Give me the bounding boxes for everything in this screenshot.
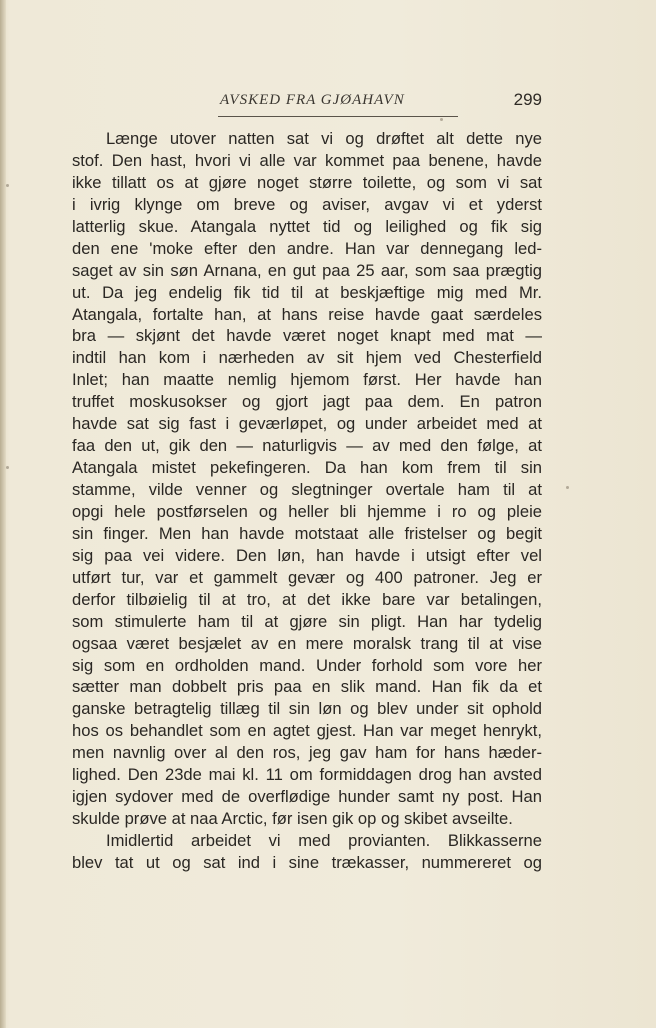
text-line: faa den ut, gik den — naturligvis — av med den følge, at	[72, 436, 542, 456]
paper-speck	[566, 486, 569, 489]
text-line: saget av sin søn Arnana, en gut paa 25 aar, som saa prægtig	[72, 260, 542, 280]
text-line: latterlig skue. Atangala nyttet tid og leilighed og fik sig	[72, 216, 542, 236]
page-number: 299	[513, 90, 542, 109]
text-line: skulde prøve at naa Arctic, før isen gik op og skibet avseilte.	[72, 809, 513, 829]
text-line: sin finger. Men han havde motstaat alle fristelser og begit	[72, 523, 542, 543]
text-line: stamme, vilde venner og slegtninger overtale ham til at	[72, 480, 542, 499]
text-line: lighed. Den 23de mai kl. 11 om formiddagen drog han avsted	[72, 765, 542, 785]
text-line: ikke tillatt os at gjøre noget større toilette, og som vi sat	[72, 172, 542, 192]
text-line: sig paa vei videre. Den løn, han havde i utsigt efter vel	[72, 545, 542, 565]
text-line: sætter man dobbelt pris paa en slik mand. Han fik da et	[72, 677, 542, 697]
text-line: ut. Da jeg endelig fik tid til at beskjæftige mig med Mr.	[72, 282, 542, 302]
text-line: Atangala mistet pekefingeren. Da han kom frem til sin	[72, 458, 542, 478]
paper-speck	[6, 466, 9, 469]
page-binding-edge	[0, 0, 6, 1028]
text-line: ganske betragtelig tillæg til sin løn og blev under sit ophold	[72, 699, 542, 719]
body-text	[72, 128, 542, 874]
text-line: som stimulerte ham til at gjøre sin pligt. Han har tydelig	[72, 611, 542, 631]
text-line: indtil han kom i nærheden av sit hjem ved Chesterfield	[72, 348, 542, 368]
text-line: sig som en ordholden mand. Under forhold som vore her	[72, 655, 542, 675]
text-line: den ene 'moke efter den andre. Han var dennegang led-	[72, 238, 542, 258]
header-rule	[218, 116, 458, 117]
text-line: Imidlertid arbeidet vi med provianten. Blikkasserne	[106, 831, 542, 850]
text-line: i ivrig klynge om breve og aviser, avgav vi et yderst	[72, 194, 542, 214]
text-line: Inlet; han maatte nemlig hjemom først. Her havde han	[72, 370, 542, 390]
text-line: havde sat sig fast i geværløpet, og under arbeidet med at	[72, 414, 542, 434]
text-line: stof. Den hast, hvori vi alle var kommet paa benene, havde	[72, 150, 542, 170]
paper-speck	[6, 184, 9, 187]
text-line: utført tur, var et gammelt gevær og 400 patroner. Jeg er	[72, 567, 542, 587]
text-line: Længe utover natten sat vi og drøftet alt dette nye	[106, 129, 542, 148]
page-header	[72, 88, 544, 118]
text-line: Atangala, fortalte han, at hans reise havde gaat særdeles	[72, 304, 542, 324]
text-line: men navnlig over al den ros, jeg gav ham for hans hæder-	[72, 743, 542, 763]
running-head: AVSKED FRA GJØAHAVN	[220, 92, 405, 108]
text-line: opgi hele postførselen og heller bli hjemme i ro og pleie	[72, 501, 542, 521]
text-line: ogsaa været besjælet av en mere moralsk trang til at vise	[72, 633, 542, 653]
text-line: derfor tilbøielig til at tro, at det ikke bare var betalingen,	[72, 589, 542, 609]
paper-speck	[440, 118, 443, 121]
text-line: hos os behandlet som en agtet gjest. Han var meget henrykt,	[72, 721, 542, 741]
text-line: igjen sydover med de overflødige hunder samt ny post. Han	[72, 787, 542, 807]
text-line: bra — skjønt det havde været noget knapt med mat —	[72, 326, 542, 346]
text-line: blev tat ut og sat ind i sine trækasser, nummereret og	[72, 852, 542, 872]
text-line: truffet moskusokser og gjort jagt paa dem. En patron	[72, 392, 542, 412]
